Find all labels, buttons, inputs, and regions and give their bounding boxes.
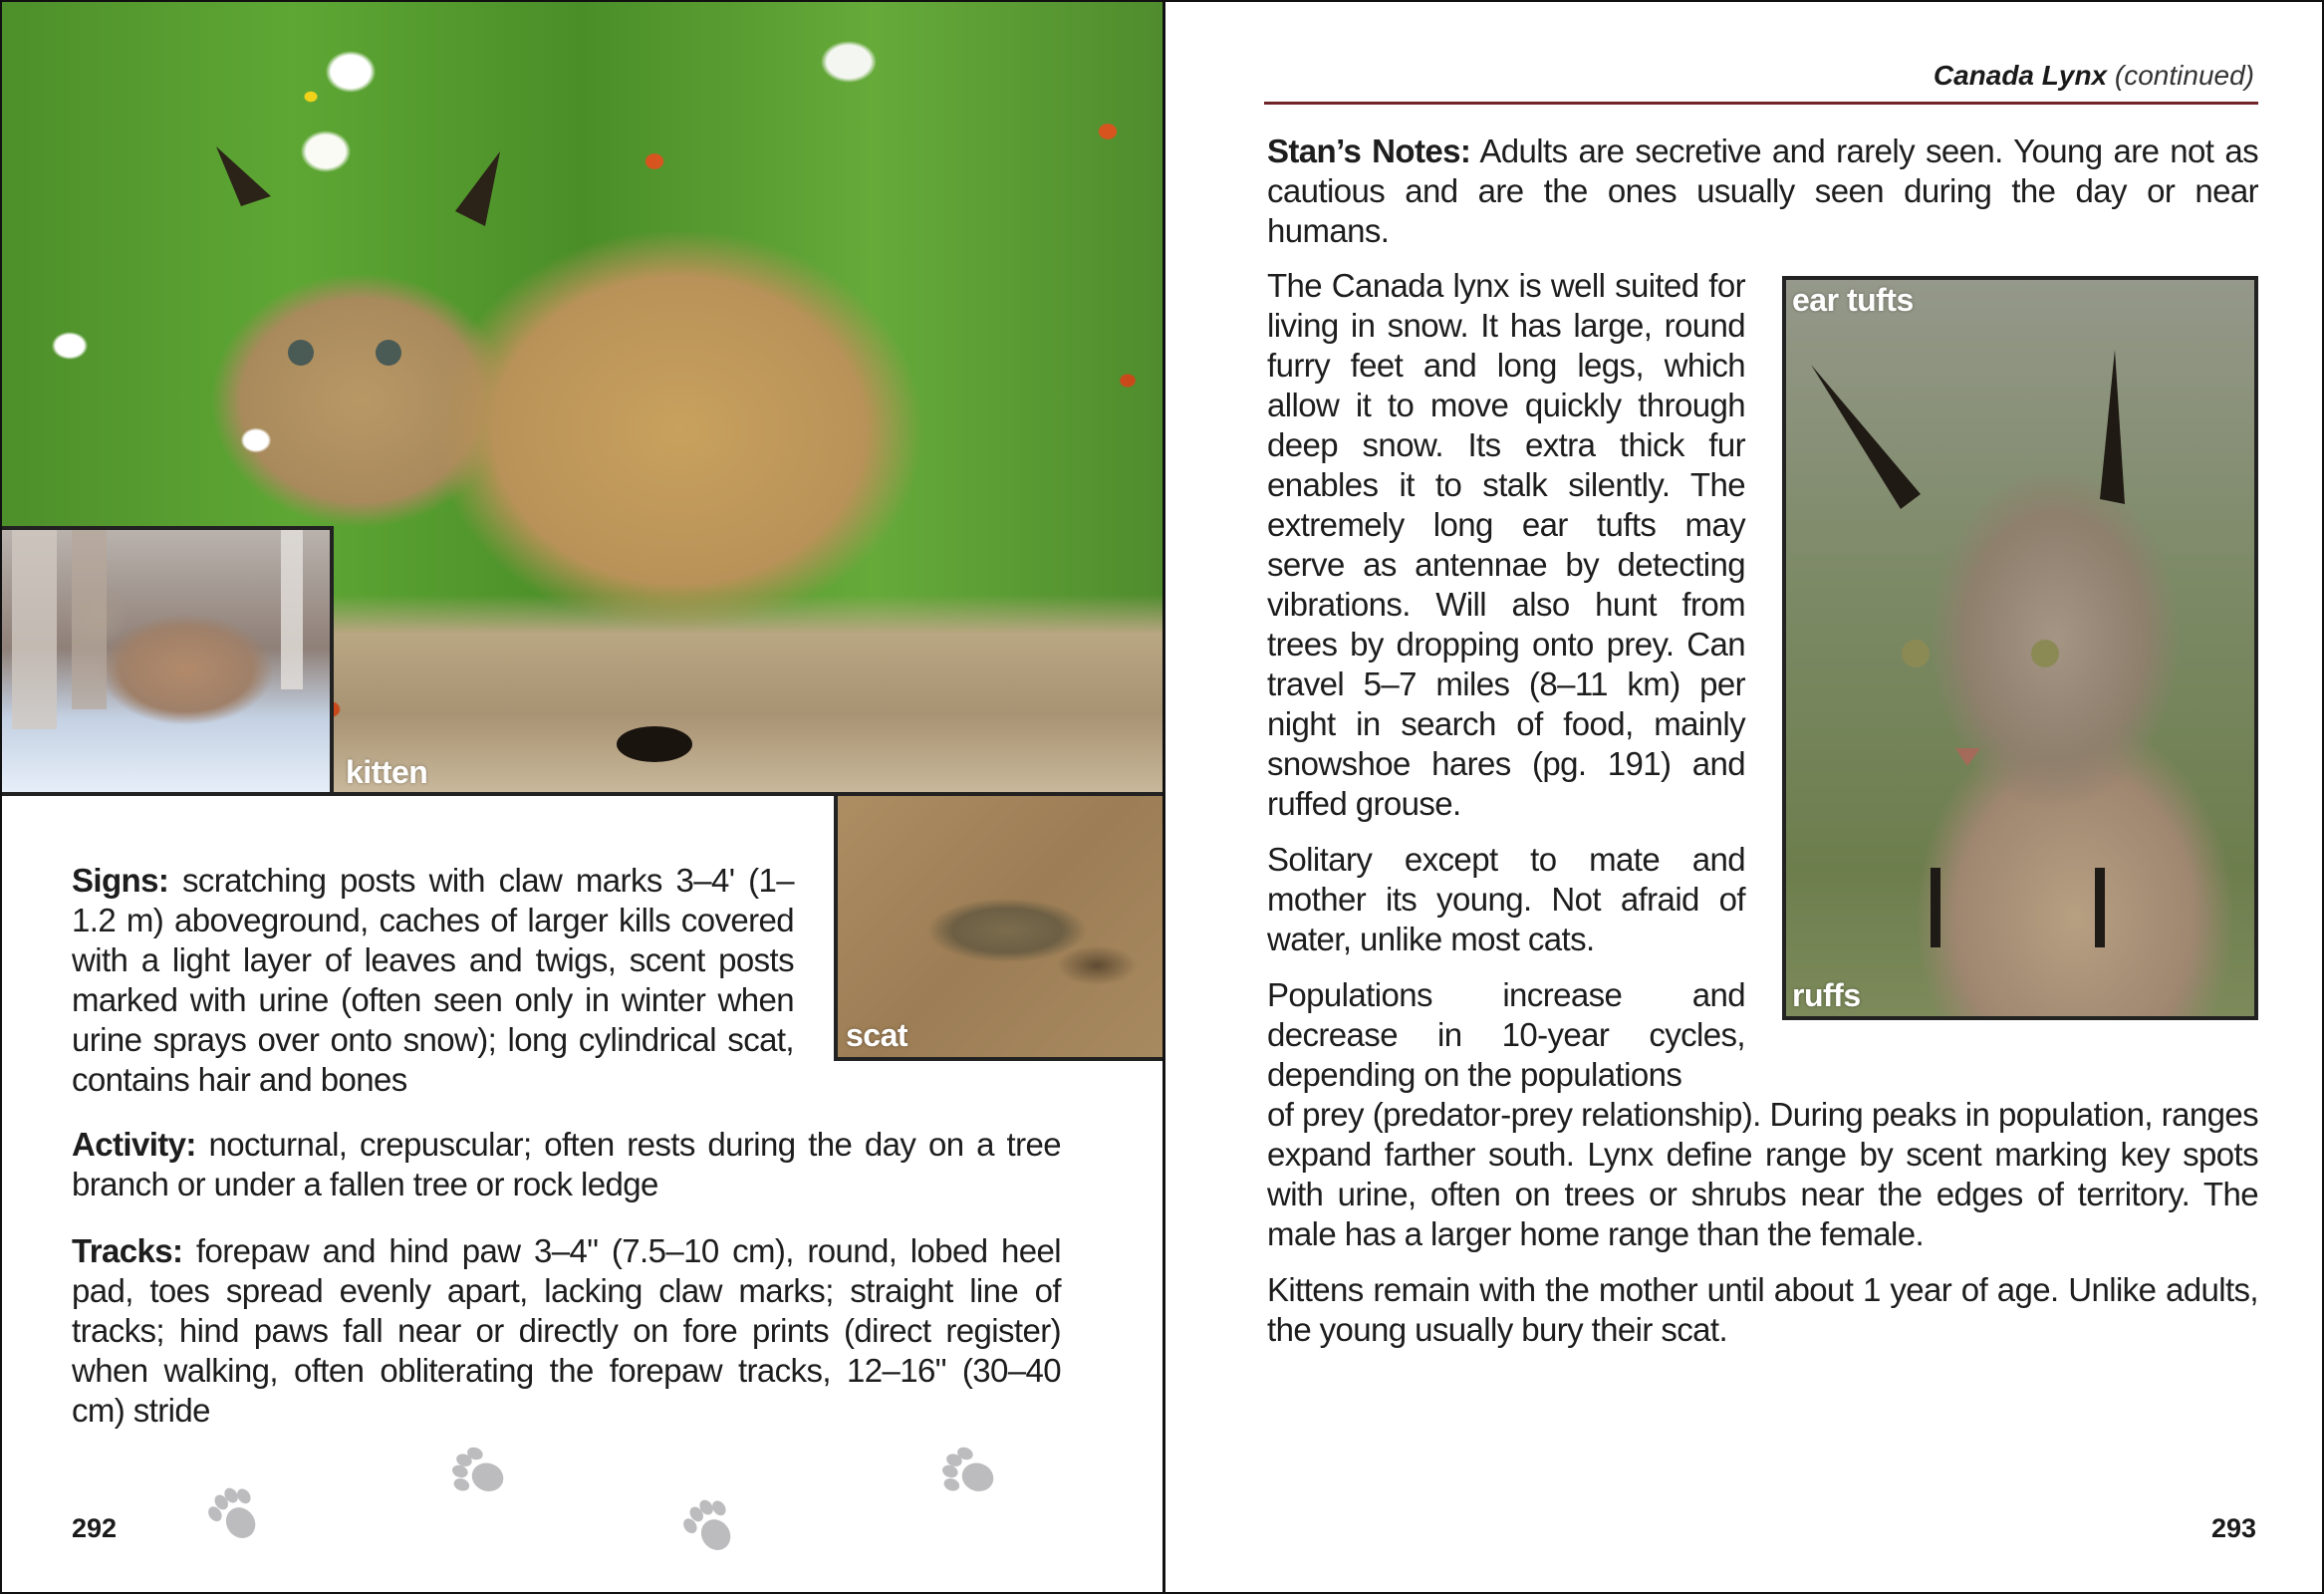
signs-text: scratching posts with claw marks 3–4' (1–1.2 m) aboveground, caches of larger kills covered with a light layer of leaves and twigs, scent posts marked with urine (often seen only in winter when urine sprays over onto snow); long cylindrical scat, contains hair and bones (72, 862, 794, 1098)
scat-photo (834, 796, 1162, 1061)
right-page (1165, 2, 2322, 1592)
ruffs-caption: ruffs (1792, 977, 1861, 1013)
paragraph-adaptations: The Canada lynx is well suited for living in snow. It has large, round furry feet and long legs, which allow it to move quickly through deep snow. Its extra thick fur enables it to stalk silently. The extremely long ear tufts may serve as antennae by detecting vibrations. Will also hunt from trees by dropping onto prey. Can travel 5–7 miles (8–11 km) per night in search of food, mainly snowshoe hares (pg. 191) and ruffed grouse. (1267, 267, 1745, 822)
adult-lynx-portrait (1782, 276, 2258, 1020)
paw-print-icon (671, 1488, 751, 1568)
birch-trees-illustration (2, 530, 334, 796)
narrow-column (1267, 266, 1745, 1095)
tracks-section (72, 1231, 1061, 1431)
paragraph-populations-start: Populations increase and decrease in 10-year cycles, depending on the populations (1267, 976, 1745, 1093)
running-head-subtitle: (continued) (2114, 60, 2254, 91)
signs-label: Signs: (72, 862, 169, 899)
running-head-title: Canada Lynx (1933, 60, 2108, 91)
activity-section (72, 1125, 1061, 1204)
paragraph-populations-cont: of prey (predator-prey relationship). During peaks in population, ranges expand farther south. Lynx define range by scent marking key spots with urine, often on trees or shrubs near the edges of territory. The male has a larger home range than the female. (1267, 1096, 2258, 1252)
stans-notes-text: Adults are secretive and rarely seen. Young are not as cautious and are the ones usually seen during the day or near humans. (1267, 133, 2258, 249)
page-number-right: 293 (2210, 1513, 2256, 1543)
stans-notes-label: Stan’s Notes: (1267, 133, 1471, 169)
activity-text: nocturnal, crepuscular; often rests during the day on a tree branch or under a fallen tree or rock ledge (72, 1126, 1061, 1202)
signs-section (72, 861, 794, 1100)
page-number-left: 292 (72, 1513, 118, 1543)
lynx-portrait-illustration (1786, 280, 2258, 1020)
stans-notes (1267, 132, 2258, 251)
tracks-text: forepaw and hind paw 3–4" (7.5–10 cm), round, lobed heel pad, toes spread evenly apart, lacking claw marks; straight line of tracks; hind paws fall near or directly on fore prints (direct register) when walking, often obliterating the forepaw tracks, 12–16" (30–40 cm) stride (72, 1232, 1061, 1429)
tracks-label: Tracks: (72, 1232, 183, 1269)
left-page (2, 2, 1165, 1592)
adult-lynx-snow-photo (2, 526, 334, 796)
kitten-caption: kitten (346, 754, 428, 790)
activity-label: Activity: (72, 1126, 196, 1163)
wide-column (1267, 1095, 2258, 1366)
paragraph-solitary: Solitary except to mate and mother its young. Not afraid of water, unlike most cats. (1267, 841, 1745, 957)
scat-caption: scat (846, 1017, 908, 1053)
header-rule (1264, 102, 2258, 105)
ear-tufts-caption: ear tufts (1792, 282, 1914, 318)
paw-print-icon (196, 1476, 276, 1556)
paw-print-icon (930, 1435, 1010, 1514)
paw-print-icon (440, 1435, 520, 1514)
paragraph-kittens: Kittens remain with the mother until about 1 year of age. Unlike adults, the young usually bury their scat. (1267, 1271, 2258, 1348)
running-head (1934, 60, 2254, 92)
